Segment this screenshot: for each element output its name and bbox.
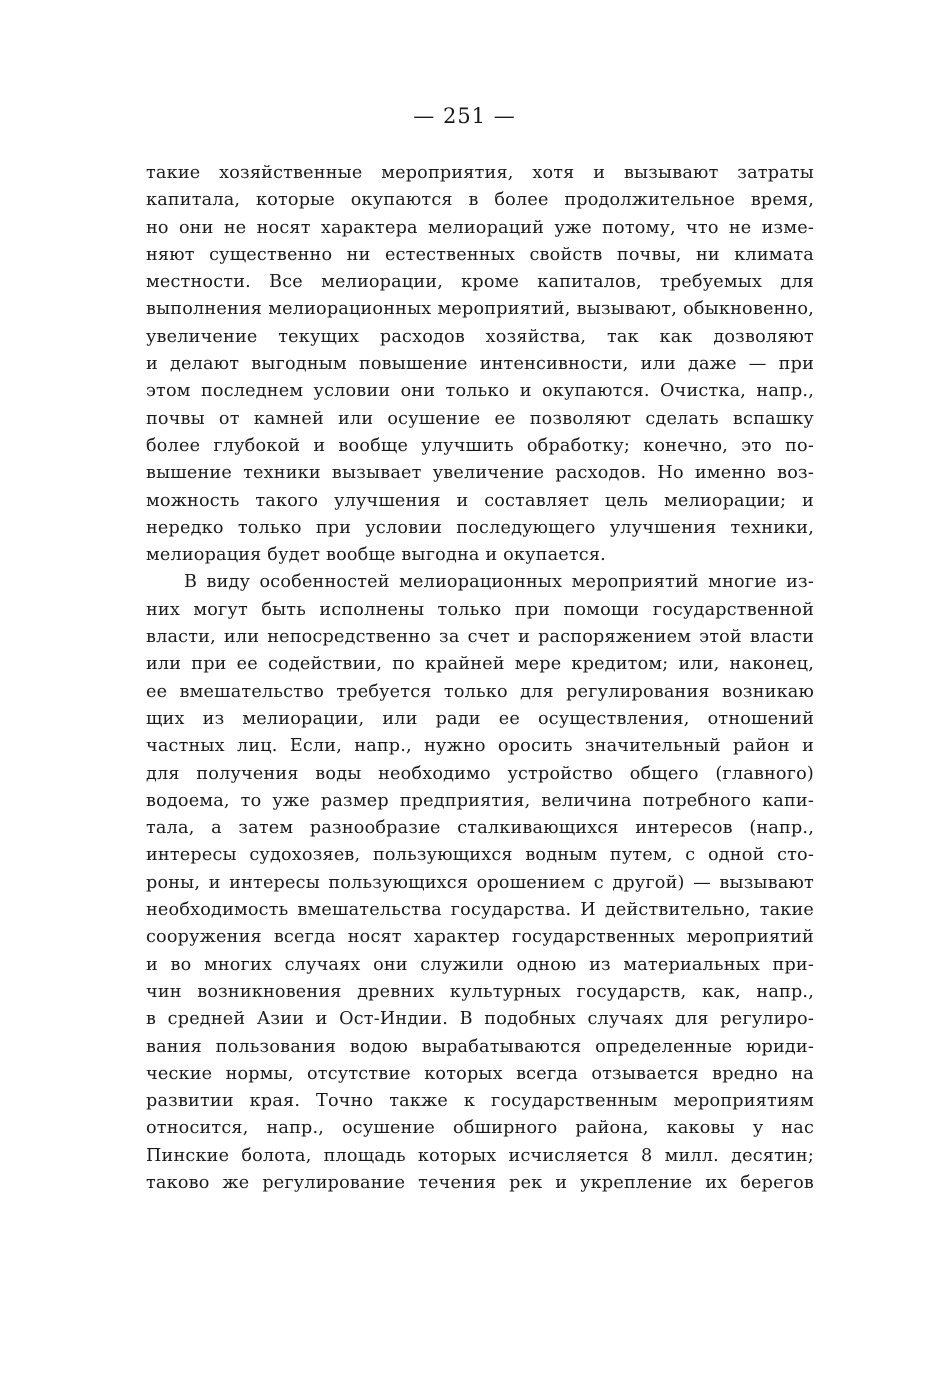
text-line: можность такого улучшения и составляет цель мелиорации; и xyxy=(146,490,814,511)
text-line: вания пользования водою вырабатываются определенные юриди- xyxy=(146,1036,814,1057)
text-line: выполнения мелиорационных мероприятий, вызывают, обыкновенно, xyxy=(146,299,814,320)
text-line: капитала, которые окупаются в более продолжительное время, xyxy=(146,190,814,211)
text-line: В виду особенностей мелиорационных мероприятий многие из- xyxy=(184,572,814,593)
text-line: интересы судохозяев, пользующихся водным путем, с одной сто- xyxy=(146,845,814,866)
text-line: относится, напр., осушение обширного района, каковы у нас xyxy=(146,1118,814,1139)
text-line: ее вмешательство требуется только для регулирования возникаю xyxy=(146,681,814,702)
text-line: частных лиц. Если, напр., нужно оросить значительный район и xyxy=(146,736,814,757)
text-line: няют существенно ни естественных свойств почвы, ни климата xyxy=(146,244,814,265)
body-text xyxy=(146,160,814,1197)
text-line: чин возникновения древних культурных государств, как, напр., xyxy=(146,981,814,1002)
text-line: ческие нормы, отсутствие которых всегда отзывается вредно на xyxy=(146,1063,814,1084)
text-line: увеличение текущих расходов хозяйства, так как дозволяют xyxy=(146,326,814,347)
text-line: таково же регулирование течения рек и укрепление их берегов xyxy=(146,1172,814,1193)
text-line: этом последнем условии они только и окупаются. Очистка, напр., xyxy=(146,381,814,402)
text-line: тала, а затем разнообразие сталкивающихся интересов (напр., xyxy=(146,818,814,839)
page-number: — 251 — xyxy=(413,104,516,128)
text-line: и во многих случаях они служили одною из материальных при- xyxy=(146,954,814,975)
text-line: развитии края. Точно также к государственным мероприятиям xyxy=(146,1091,814,1112)
text-line: такие хозяйственные мероприятия, хотя и вызывают затраты xyxy=(146,163,814,183)
text-line: щих из мелиорации, или ради ее осуществления, отношений xyxy=(146,708,814,729)
text-line: необходимость вмешательства государства. И действительно, такие xyxy=(146,900,814,921)
text-line: власти, или непосредственно за счет и распоряжением этой власти xyxy=(146,627,814,648)
text-line: нередко только при условии последующего улучшения техники, xyxy=(146,517,814,538)
text-line: них могут быть исполнены только при помощи государственной xyxy=(146,599,814,620)
text-line: местности. Все мелиорации, кроме капиталов, требуемых для xyxy=(146,272,814,293)
text-line: в средней Азии и Ост-Индии. В подобных случаях для регулиро- xyxy=(146,1009,814,1030)
text-line: для получения воды необходимо устройство общего (главного) xyxy=(146,763,814,784)
text-line: вышение техники вызывает увеличение расходов. Но именно воз- xyxy=(146,463,814,484)
text-line: сооружения всегда носят характер государственных мероприятий xyxy=(146,927,814,948)
text-line: роны, и интересы пользующихся орошением с другой) — вызывают xyxy=(146,872,814,893)
text-line: Пинские болота, площадь которых исчисляется 8 милл. десятин; xyxy=(146,1145,814,1166)
text-line: и делают выгодным повышение интенсивности, или даже — при xyxy=(146,354,814,375)
text-line: более глубокой и вообще улучшить обработку; конечно, это по- xyxy=(146,435,814,456)
text-line: или при ее содействии, по крайней мере кредитом; или, наконец, xyxy=(146,654,814,675)
text-line: но они не носят характера мелиораций уже потому, что не изме- xyxy=(146,217,814,238)
text-line: почвы от камней или осушение ее позволяют сделать вспашку xyxy=(146,408,814,429)
text-line: мелиорация будет вообще выгодна и окупается. xyxy=(146,545,606,566)
text-line: водоема, то уже размер предприятия, величина потребного капи- xyxy=(146,790,814,811)
